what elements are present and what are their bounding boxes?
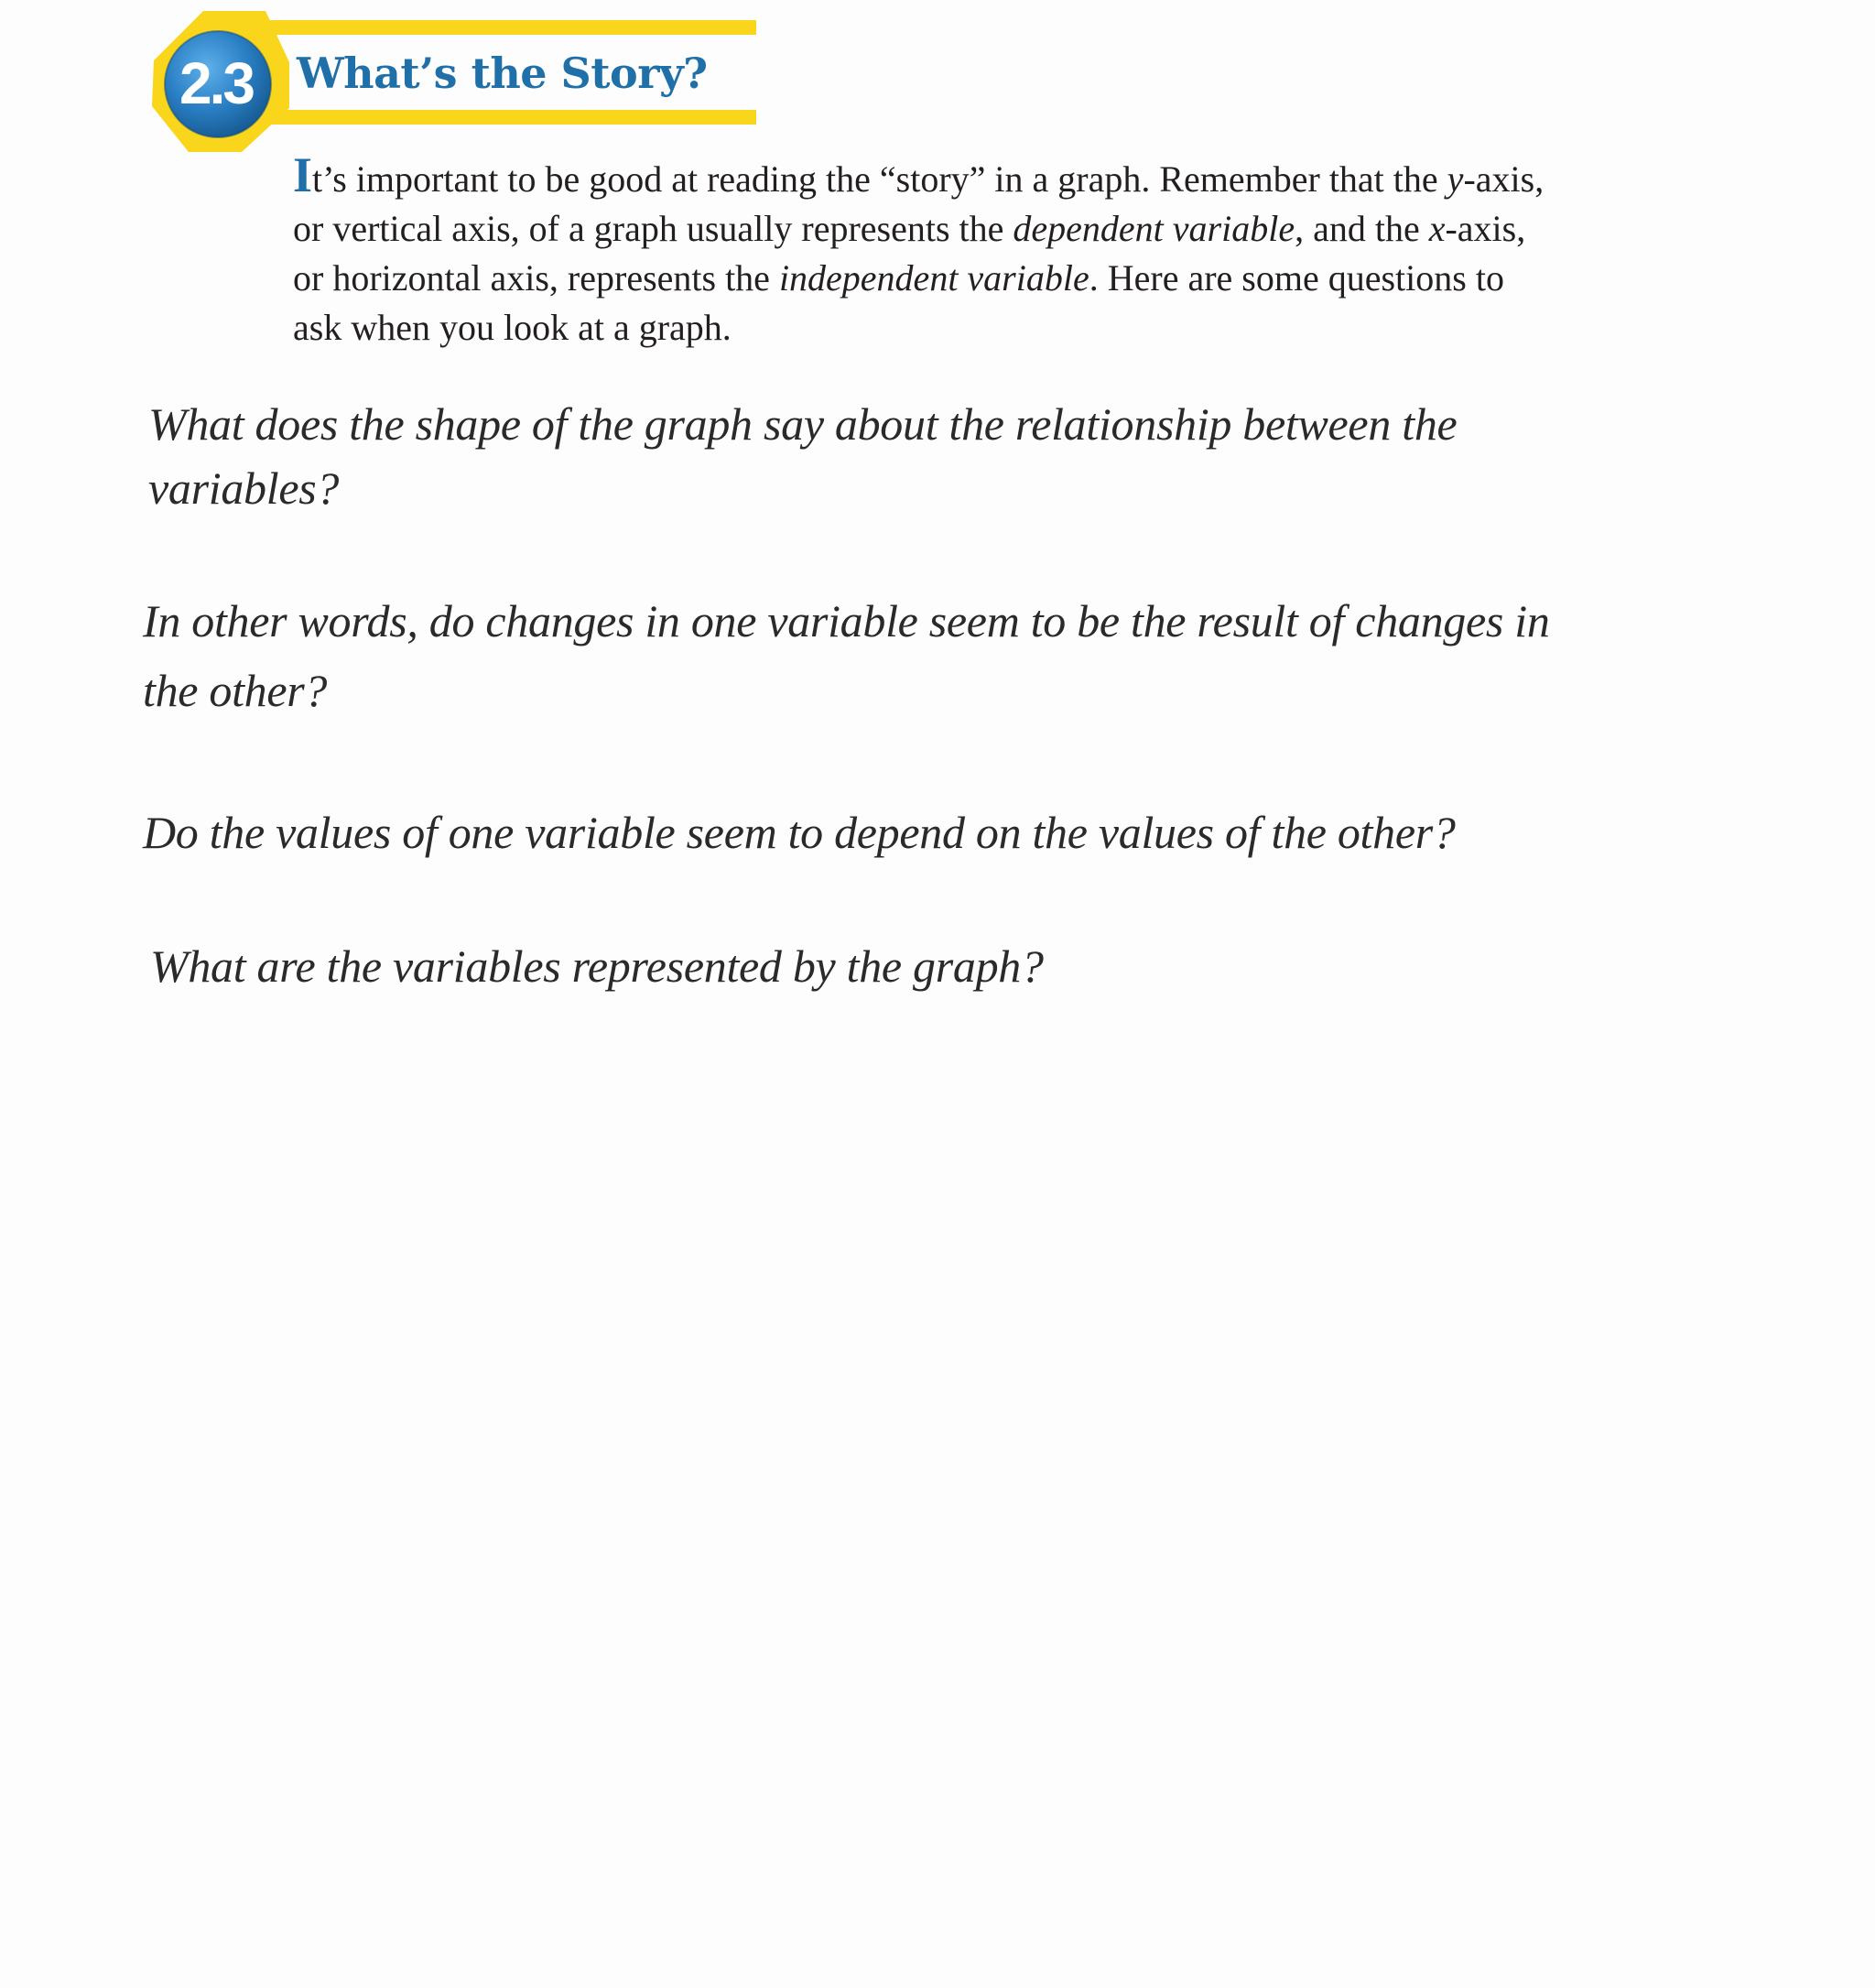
intro-paragraph — [293, 147, 1556, 353]
section-title: What’s the Story? — [297, 49, 708, 98]
intro-text-3: , and the — [1295, 208, 1429, 249]
question-values-depend: Do the values of one variable seem to depend on the values of the other? — [143, 807, 1456, 858]
section-number: 2.3 — [179, 50, 253, 116]
intro-text-5: . Here are some questions to ask when you look at a graph. — [293, 257, 1504, 348]
intro-text-4: -axis, or horizontal axis, represents the — [293, 208, 1526, 299]
independent-variable-term: independent variable — [778, 257, 1089, 299]
x-variable: x — [1428, 208, 1446, 249]
dependent-variable-term: dependent variable — [1013, 208, 1295, 249]
y-variable: y — [1447, 158, 1464, 200]
intro-text-2: -axis, or vertical axis, of a graph usually represents the — [293, 158, 1544, 249]
header-top-bar — [233, 20, 756, 35]
header-bottom-bar — [260, 110, 756, 125]
question-changes-result: In other words, do changes in one variable seem to be the result of changes in the other? — [143, 595, 1550, 716]
section-header — [152, 5, 756, 154]
question-shape-relationship: What does the shape of the graph say about the relationship between the variables? — [148, 398, 1458, 514]
question-variables-represented: What are the variables represented by the graph? — [150, 940, 1044, 992]
drop-cap: I — [293, 147, 313, 202]
intro-text-1: t’s important to be good at reading the “story” in a graph. Remember that the — [312, 158, 1447, 200]
